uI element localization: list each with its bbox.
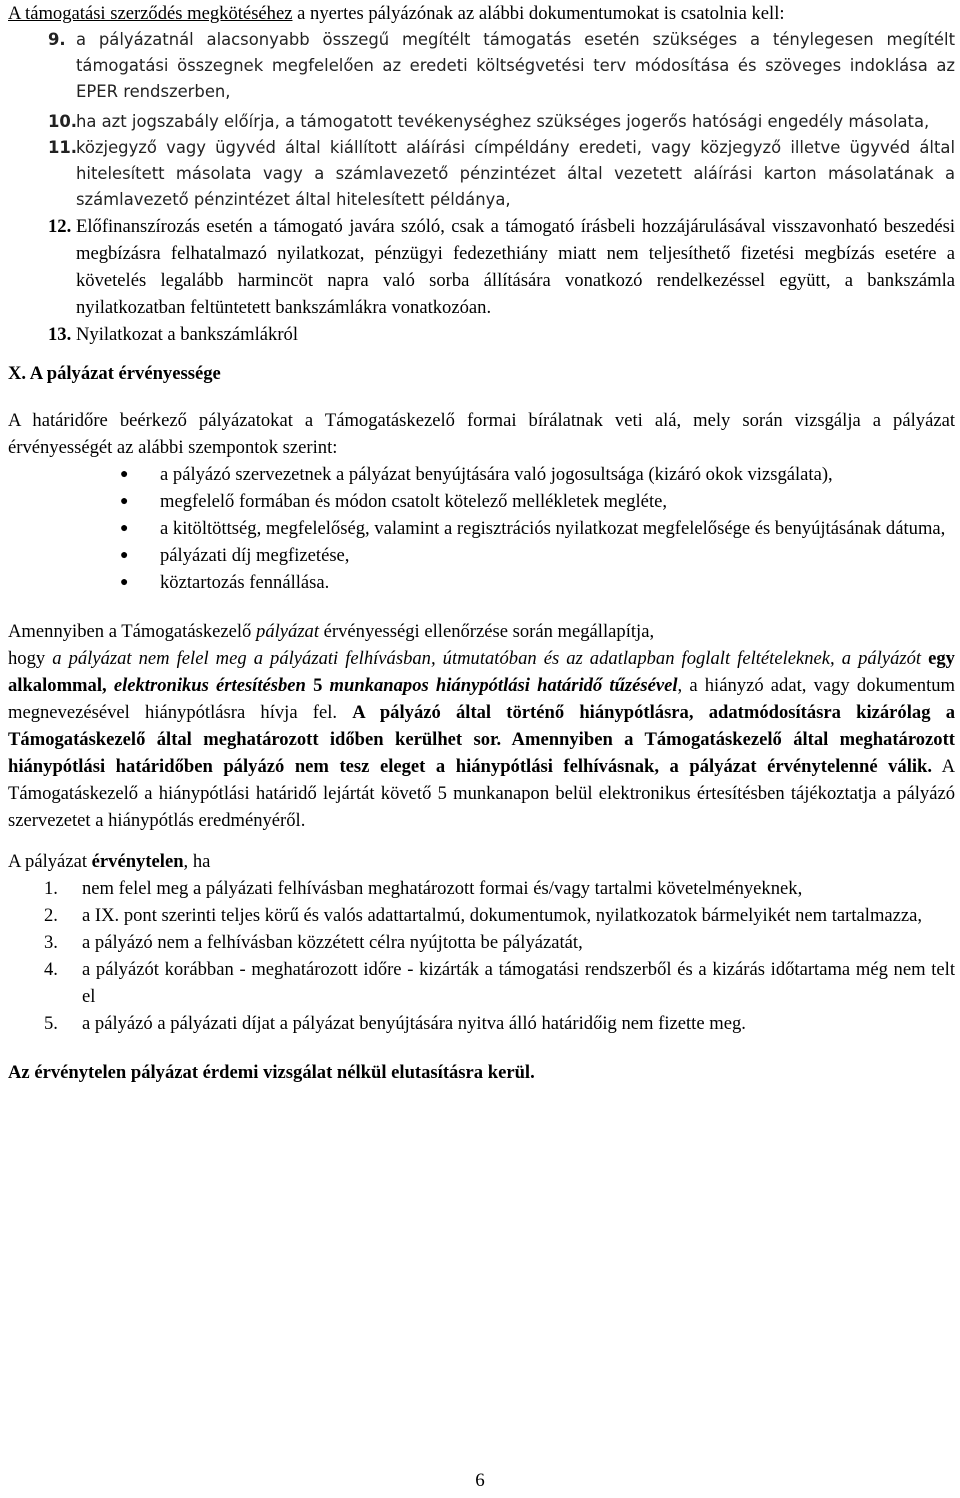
item-number: 9. [48, 30, 66, 49]
ordered-item [44, 1010, 955, 1037]
bullet-item [120, 515, 955, 542]
item-text: Előfinanszírozás esetén a támogató javára szóló, csak a támogató írásbeli hozzájárulásával visszavonható beszedési megbízásra felhatalmazó nyilatkozat, pénzügyi fedezethiány miatt nem teljesíthető fizetési megbízás esetére a követelés legalább harmincöt napra való sorba állítására vonatkozó rendelkezéssel együtt, a bankszámla nyilatkozatban feltüntetett bankszámlákra vonatkozóan. [76, 216, 955, 318]
intro-underlined: A támogatási szerződés megkötéséhez [8, 3, 293, 24]
list-item-13 [48, 321, 955, 348]
item-number: 12. [48, 216, 72, 237]
invalid-intro [8, 848, 955, 875]
bullet-item [120, 542, 955, 569]
bullet-text: köztartozás fennállása. [160, 572, 330, 593]
text-run: , ha [183, 851, 211, 872]
text-run-bold: 5 [305, 675, 330, 696]
bullet-icon: ● [120, 548, 129, 563]
list-item-11 [48, 135, 955, 213]
bullet-text: a kitöltöttség, megfelelőség, valamint a regisztrációs nyilatkozat megfelelősége és benyújtásának dátuma, [160, 518, 946, 539]
bullet-item [120, 461, 955, 488]
item-number: 2. [44, 905, 58, 926]
intro-paragraph [8, 0, 955, 27]
text-run: A Támogatáskezelő a hiánypótlási határidő lejártát követő 5 munkanapon belül elektronikus értesítésben tájékoztatja a pályázó szervezetet a hiánypótlás eredményéről. [8, 756, 955, 831]
item-number: 3. [44, 932, 58, 953]
list-item-12 [48, 213, 955, 321]
item-number: 1. [44, 878, 58, 899]
item-text: a IX. pont szerinti teljes körű és valós adattartalmú, dokumentumok, nyilatkozatok bármelyikét nem tartalmazza, [82, 905, 923, 926]
text-run: A pályázat [8, 851, 92, 872]
text-run: érvényességi ellenőrzése során megállapítja, [319, 621, 655, 642]
text-run-bold-italic: munkanapos hiánypótlási határidő tűzésével [329, 675, 678, 696]
bullet-icon: ● [120, 521, 129, 536]
text-run-bold: egy alkalommal, [8, 648, 955, 696]
text-run-italic: a pályázat nem felel meg a pályázati felhívásban, útmutatóban és az adatlapban foglalt feltételeknek, a pályázót [52, 648, 922, 669]
bullet-text: pályázati díj megfizetése, [160, 545, 350, 566]
intro-rest: a nyertes pályázónak az alábbi dokumentumokat is csatolnia kell: [292, 3, 785, 24]
item-number: 10. [48, 112, 78, 131]
validity-criteria-list [8, 461, 955, 596]
ordered-item [44, 902, 955, 929]
text-run: hogy [8, 648, 53, 669]
item-text: a pályázó nem a felhívásban közzétett célra nyújtotta be pályázatát, [82, 932, 583, 953]
ordered-item [44, 956, 955, 1010]
required-documents-list [48, 27, 955, 348]
text-run-bold: A pályázó által történő hiánypótlásra, adatmódosításra kizárólag a Támogatáskezelő által meghatározott időben kerülhet sor. Amennyiben a Támogatáskezelő által meghatározott hiánypótlási határidőben pályázó nem tesz eleget a hiánypótlási felhívásnak, a pályázat érvénytelenné válik. [8, 702, 955, 777]
bullet-icon: ● [120, 494, 129, 509]
bullet-text: a pályázó szervezetnek a pályázat benyújtására való jogosultsága (kizáró okok vizsgálata), [160, 464, 833, 485]
invalid-conditions-list [8, 875, 955, 1037]
item-number: 5. [44, 1013, 58, 1034]
text-run-bold: érvénytelen [91, 851, 184, 872]
section-title: X. A pályázat érvényessége [8, 363, 221, 384]
ordered-item [44, 875, 955, 902]
item-text: Nyilatkozat a bankszámlákról [76, 324, 299, 345]
bullet-icon: ● [120, 467, 129, 482]
item-text: nem felel meg a pályázati felhívásban meghatározott formai és/vagy tartalmi követelményeknek, [82, 878, 803, 899]
item-text: ha azt jogszabály előírja, a támogatott tevékenységhez szükséges jogerős hatósági engedély másolata, [76, 112, 930, 131]
text-run: , a hiányzó adat, vagy dokumentum megnevezésével hiánypótlásra hívja fel. [8, 675, 956, 723]
page-number: 6 [475, 1470, 485, 1491]
bullet-text: megfelelő formában és módon csatolt kötelező mellékletek megléte, [160, 491, 668, 512]
item-number: 13. [48, 324, 72, 345]
item-text: a pályázót korábban - meghatározott időre - kizárták a támogatási rendszerből és a kizárás időtartama még nem telt el [82, 959, 955, 1007]
text-run-italic: pályázat [256, 621, 320, 642]
ordered-item [44, 929, 955, 956]
text-run-bold-italic: elektronikus értesítésben [113, 675, 306, 696]
list-item-10 [48, 109, 955, 135]
bullet-icon: ● [120, 575, 129, 590]
item-number: 11. [48, 138, 78, 157]
text-run: Amennyiben a Támogatáskezelő [8, 621, 257, 642]
item-text: a pályázatnál alacsonyabb összegű megítélt támogatás esetén szükséges a ténylegesen megítélt támogatási összegnek megfelelően az eredeti költségvetési terv módosítása és szöveges indoklása az EPER rendszerben, [76, 30, 955, 101]
bullet-item [120, 488, 955, 515]
validity-intro: A határidőre beérkező pályázatokat a Támogatáskezelő formai bírálatnak veti alá, mely során vizsgálja a pályázat érvényességét az alábbi szempontok szerint: [8, 410, 955, 458]
document-page [8, 0, 955, 1086]
item-text: közjegyző vagy ügyvéd által kiállított aláírási címpéldány eredeti, vagy közjegyző illetve ügyvéd által hitelesített másolata vagy a számlavezető pénzintézet által vezetett aláírási karton másolatának a számlavezető pénzintézet által hitelesített példánya, [76, 138, 955, 209]
text-run [107, 675, 114, 696]
deficiency-paragraph [8, 618, 955, 834]
closing-statement: Az érvénytelen pályázat érdemi vizsgálat nélkül elutasításra kerül. [8, 1062, 535, 1083]
bullet-item [120, 569, 955, 596]
item-number: 4. [44, 959, 58, 980]
list-item-9 [48, 27, 955, 105]
item-text: a pályázó a pályázati díjat a pályázat benyújtására nyitva álló határidőig nem fizette meg. [82, 1013, 746, 1034]
